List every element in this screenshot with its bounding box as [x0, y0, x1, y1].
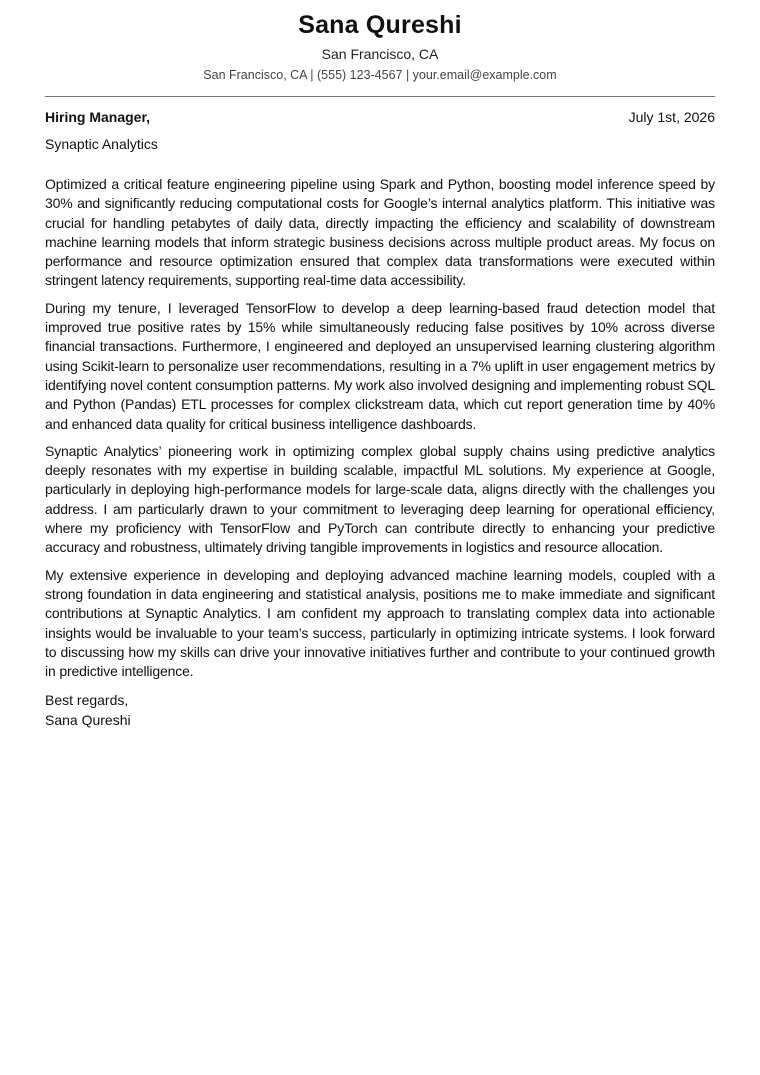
- recipient-date-row: [45, 108, 715, 126]
- signature-name: Sana Qureshi: [45, 711, 131, 728]
- body-paragraph-3: Synaptic Analytics’ pioneering work in optimizing complex global supply chains using predictive analytics deeply resonates with my expertise in building scalable, impactful ML solutions. My experience at Google, particularly in deploying high-performance models for large-scale data, aligns directly with the challenges you address. I am particularly drawn to your commitment to leveraging deep learning for operational efficiency, where my proficiency with TensorFlow and PyTorch can contribute directly to enhancing your predictive accuracy and robustness, ultimately driving tangible improvements in logistics and resource allocation.: [45, 442, 715, 556]
- applicant-name: Sana Qureshi: [298, 11, 462, 39]
- applicant-location: San Francisco, CA: [321, 46, 439, 62]
- body-paragraph-1: Optimized a critical feature engineering pipeline using Spark and Python, boosting model inference speed by 30% and significantly reducing computational costs for Google’s internal analytics platform. This initiative was crucial for handling petabytes of daily data, directly impacting the efficiency and scalability of downstream machine learning models that inform strategic business decisions across multiple product areas. My focus on performance and resource optimization ensured that complex data transformations were executed within stringent latency requirements, supporting real-time data accessibility.: [45, 176, 715, 289]
- letter-body: [45, 175, 715, 681]
- applicant-contact-line: San Francisco, CA | (555) 123-4567 | your.email@example.com: [203, 68, 557, 82]
- letter-date: July 1st, 2026: [628, 109, 715, 125]
- closing-phrase: Best regards,: [45, 692, 129, 709]
- recipient-company: Synaptic Analytics: [45, 136, 158, 152]
- letter-header: [45, 10, 715, 84]
- body-paragraph-2: During my tenure, I leveraged TensorFlow to develop a deep learning-based fraud detection model that improved true positive rates by 15% while simultaneously reducing false positives by 10% across diverse financial transactions. Furthermore, I engineered and deployed an unsupervised learning clustering algorithm using Scikit-learn to personalize user recommendations, resulting in a 7% uplift in user engagement metrics by identifying novel content consumption patterns. My work also involved designing and implementing robust SQL and Python (Pandas) ETL processes for complex clickstream data, which cut report generation time by 40% and enhanced data quality for critical business intelligence dashboards.: [45, 299, 715, 432]
- header-divider: [45, 96, 715, 97]
- cover-letter-page: [45, 10, 715, 730]
- letter-signoff: [45, 691, 715, 730]
- recipient-salutation: Hiring Manager,: [45, 109, 151, 125]
- body-paragraph-4: My extensive experience in developing and deploying advanced machine learning models, coupled with a strong foundation in data engineering and statistical analysis, positions me to make immediate and significant contributions at Synaptic Analytics. I am confident my approach to translating complex data into actionable insights would be invaluable to your team’s success, particularly in optimizing intricate systems. I look forward to discussing how my skills can drive your innovative initiatives further and contribute to your continued growth in predictive intelligence.: [45, 566, 715, 680]
